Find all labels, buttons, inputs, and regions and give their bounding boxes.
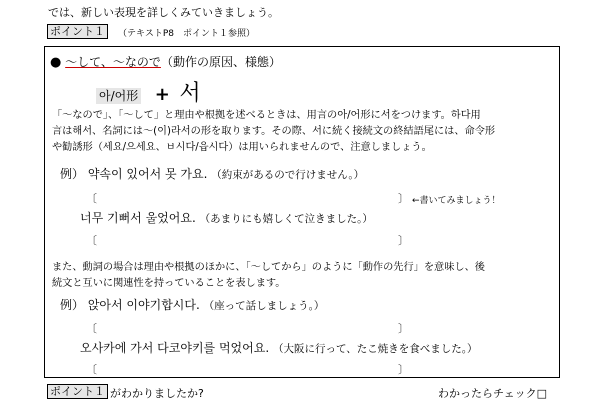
example-korean: 오사카에 가서 다코야키를 먹었어요.: [80, 341, 270, 355]
example-label: 例）: [60, 167, 85, 181]
answer-bracket-close: 〕: [398, 192, 409, 205]
answer-bracket-close: 〕: [398, 322, 409, 335]
intro-text: では、新しい表現を詳しくみていきましょう。: [48, 6, 279, 19]
example-3: [60, 296, 324, 313]
paragraph-1-line: 「～なので」、「～して」と理由や根拠を述べるときは、用言の아/어形に서をつけます。하다用: [52, 110, 481, 121]
answer-bracket-open: 〔: [86, 234, 97, 247]
answer-bracket-close: 〕: [398, 234, 409, 247]
footer-question: がわかりましたか?: [110, 387, 204, 400]
answer-bracket-open: 〔: [86, 322, 97, 335]
section-title-note: （動作の原因、様態）: [160, 55, 281, 69]
answer-bracket-close: 〕: [398, 363, 409, 376]
hint-text: ←書いてみましょう！: [412, 196, 501, 206]
formula-suffix: 서: [179, 81, 201, 106]
example-2: [80, 209, 373, 226]
section-title-main: ～して、～なので: [65, 55, 161, 69]
paragraph-1-line: 言は해서、名詞には～(이)라서の形を取ります。その際、서に続く接続文の終結語尾には、命令形: [52, 126, 496, 137]
formula: [96, 76, 201, 107]
example-japanese: （あまりにも嬉しくて泣きました。）: [199, 213, 373, 225]
example-japanese: （座って話しましょう。）: [203, 300, 325, 312]
paragraph-2: [52, 260, 485, 292]
formula-plus: +: [154, 84, 170, 105]
footer-point-label: ポイント１: [47, 384, 108, 399]
example-korean: 앉아서 이야기합시다.: [87, 298, 200, 312]
answer-bracket-open: 〔: [86, 192, 97, 205]
point-reference: （テキストP8 ポイント１参照）: [118, 29, 255, 39]
example-4: [80, 339, 478, 356]
point-label: ポイント１: [47, 24, 108, 39]
section-title: [50, 53, 281, 70]
example-japanese: （約束があるので行けません。）: [211, 169, 365, 181]
footer-check-label: [438, 385, 547, 401]
paragraph-1: [52, 108, 495, 156]
example-label: 例）: [60, 298, 85, 312]
paragraph-2-line: 続文と互いに関連性を持っていることを表します。: [52, 278, 286, 289]
example-1: [60, 165, 364, 182]
example-korean: 약속이 있어서 못 가요.: [87, 167, 208, 181]
paragraph-1-line: や勧誘形（세요/으세요、ㅂ시다/읍시다）は用いられませんので、注意しましょう。: [52, 142, 432, 153]
formula-form: 아/어形: [96, 88, 141, 104]
checkbox-icon[interactable]: □: [536, 387, 548, 400]
bullet-icon: ●: [50, 55, 62, 70]
answer-bracket-open: 〔: [86, 363, 97, 376]
example-korean: 너무 기뻐서 울었어요.: [80, 211, 196, 225]
example-japanese: （大阪に行って、たこ焼きを食べました。）: [272, 343, 478, 355]
check-text: わかったらチェック: [438, 387, 537, 400]
paragraph-2-line: また、動詞の場合は理由や根拠のほかに、「～してから」のように「動作の先行」を意味し、後: [52, 262, 485, 273]
